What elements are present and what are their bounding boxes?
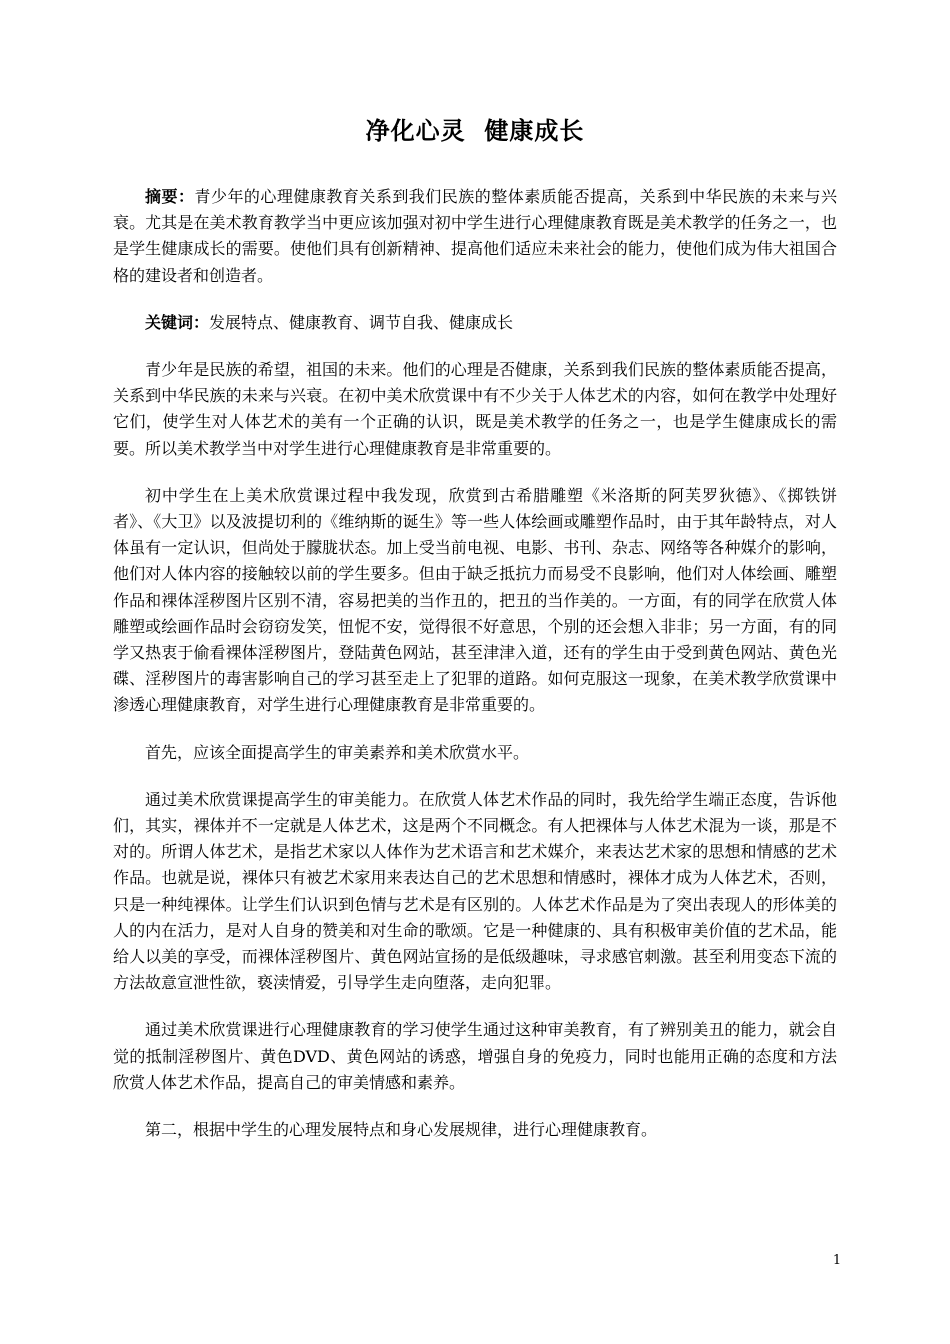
document-title: 净化心灵 健康成长 [365, 117, 585, 145]
keywords-label: 关键词： [145, 312, 210, 332]
body-paragraph: 青少年是民族的希望，祖国的未来。他们的心理是否健康，关系到我们民族的整体素质能否提高，关系到中华民族的未来与兴衰。在初中美术欣赏课中有不少关于人体艺术的内容，如何在教学中处理好它们，使学生对人体艺术的美有一个正确的认识，既是美术教学的任务之一，也是学生健康成长的需要。所以美术教学当中对学生进行心理健康教育是非常重要的。 [113, 360, 837, 458]
abstract-paragraph [113, 184, 837, 289]
body-paragraph: 初中学生在上美术欣赏课过程中我发现，欣赏到古希腊雕塑《米洛斯的阿芙罗狄德》、《掷铁饼者》、《大卫》以及波提切利的《维纳斯的诞生》等一些人体绘画或雕塑作品时，由于其年龄特点，对人体虽有一定认识，但尚处于朦胧状态。加上受当前电视、电影、书刊、杂志、网络等各种媒介的影响，他们对人体内容的接触较以前的学生要多。但由于缺乏抵抗力而易受不良影响，他们对人体绘画、雕塑作品和裸体淫秽图片区别不清，容易把美的当作丑的，把丑的当作美的。一方面，有的同学在欣赏人体雕塑或绘画作品时会窃窃发笑，忸怩不安，觉得很不好意思，个别的还会想入非非；另一方面，有的同学又热衷于偷看裸体淫秽图片，登陆黄色网站，甚至津津入道，还有的学生由于受到黄色网站、黄色光碟、淫秽图片的毒害影响自己的学习甚至走上了犯罪的道路。如何克服这一现象，在美术教学欣赏课中渗透心理健康教育，对学生进行心理健康教育是非常重要的。 [113, 485, 837, 715]
section-heading-paragraph: 首先，应该全面提高学生的审美素养和美术欣赏水平。 [145, 742, 530, 762]
body-paragraph: 通过美术欣赏课进行心理健康教育的学习使学生通过这种审美教育，有了辨别美丑的能力，就会自觉的抵制淫秽图片、黄色DVD、黄色网站的诱惑，增强自身的免疫力，同时也能用正确的态度和方法欣赏人体艺术作品，提高自己的审美情感和素养。 [113, 1020, 837, 1092]
document-body [113, 184, 837, 1164]
body-paragraph: 通过美术欣赏课提高学生的审美能力。在欣赏人体艺术作品的同时，我先给学生端正态度，告诉他们，其实，裸体并不一定就是人体艺术，这是两个不同概念。有人把裸体与人体艺术混为一谈，那是不对的。所谓人体艺术，是指艺术家以人体作为艺术语言和艺术媒介，来表达艺术家的思想和情感的艺术作品。也就是说，裸体只有被艺术家用来表达自己的艺术思想和情感时，裸体才成为人体艺术，否则，只是一种纯裸体。让学生们认识到色情与艺术是有区别的。人体艺术作品是为了突出表现人的形体美的人的内在活力，是对人自身的赞美和对生命的歌颂。它是一种健康的、具有积极审美价值的艺术品，能给人以美的享受，而裸体淫秽图片、黄色网站宣扬的是低级趣味，寻求感官刺激。甚至利用变态下流的方法故意宣泄性欲，亵渎情爱，引导学生走向堕落，走向犯罪。 [113, 789, 837, 993]
abstract-text: 青少年的心理健康教育关系到我们民族的整体素质能否提高，关系到中华民族的未来与兴衰。尤其是在美术教育教学当中更应该加强对初中学生进行心理健康教育既是美术教学的任务之一，也是学生健康成长的需要。使他们具有创新精神、提高他们适应未来社会的能力，使他们成为伟大祖国合格的建设者和创造者。 [113, 187, 837, 285]
section-heading-paragraph: 第二，根据中学生的心理发展特点和身心发展规律，进行心理健康教育。 [145, 1120, 658, 1140]
keywords-text: 发展特点、健康教育、调节自我、健康成长 [209, 312, 514, 332]
page-number: 1 [832, 1253, 842, 1268]
keywords-paragraph [113, 310, 837, 336]
abstract-label: 摘要： [145, 187, 195, 206]
